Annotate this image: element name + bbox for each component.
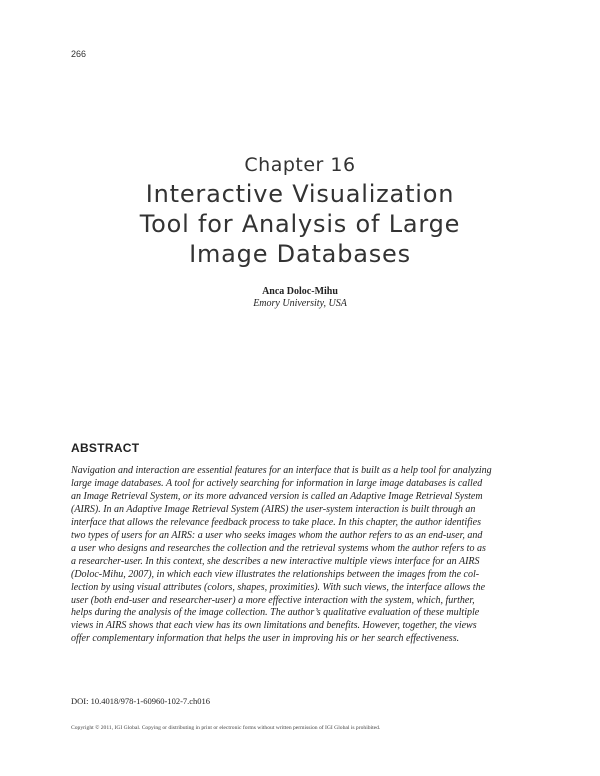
chapter-title	[60, 179, 540, 269]
abstract-line: a researcher-user. In this context, she describes a new interactive multiple views interface for an AIRS	[71, 555, 480, 567]
abstract-line: lection by using visual attributes (colors, shapes, proximities). With such views, the interface allows the	[71, 581, 486, 593]
abstract-line: (Doloc-Mihu, 2007), in which each view illustrates the relationships between the images from the col-	[71, 568, 480, 580]
chapter-title-line: Tool for Analysis of Large	[139, 210, 461, 238]
chapter-title-line: Interactive Visualization	[145, 180, 455, 208]
author-affiliation: Emory University, USA	[253, 298, 347, 309]
abstract-line: offer complementary information that helps the user in improving his or her search effectiveness.	[71, 633, 460, 645]
abstract-line: a user who designs and researches the collection and the retrieval systems whom the author refers to as	[71, 542, 486, 554]
abstract-line: large image databases. A tool for actively searching for information in large image databases is called	[71, 477, 483, 489]
page-number: 266	[71, 49, 87, 59]
abstract-body	[71, 465, 531, 646]
doi: DOI: 10.4018/978-1-60960-102-7.ch016	[71, 696, 211, 706]
abstract-line: views in AIRS shows that each view has its own limitations and benefits. However, together, the views	[71, 620, 477, 632]
chapter-title-line: Image Databases	[189, 240, 411, 268]
author-name: Anca Doloc-Mihu	[262, 286, 338, 297]
copyright-notice: Copyright © 2011, IGI Global. Copying or distributing in print or electronic forms without written permission of IGI Global is prohibited.	[71, 725, 381, 731]
abstract-line: Navigation and interaction are essential features for an interface that is built as a help tool for analyzing	[71, 465, 492, 476]
chapter-label: Chapter 16	[244, 154, 356, 176]
abstract-heading: ABSTRACT	[71, 441, 140, 455]
abstract-line: helps during the analysis of the image collection. The author’s qualitative evaluation of these multiple	[71, 607, 480, 619]
abstract-line: two types of users for an AIRS: a user who seeks images whom the author refers to as an end-user, and	[71, 529, 483, 541]
abstract-line: an Image Retrieval System, or its more advanced version is called an Adaptive Image Retrieval System	[71, 490, 483, 502]
abstract-line: interface that allows the relevance feedback process to take place. In this chapter, the author identifies	[71, 516, 481, 528]
abstract-line: (AIRS). In an Adaptive Image Retrieval System (AIRS) the user-system interaction is built through an	[71, 503, 476, 515]
abstract-line: user (both end-user and researcher-user) a more effective interaction with the system, which, further,	[71, 594, 475, 606]
